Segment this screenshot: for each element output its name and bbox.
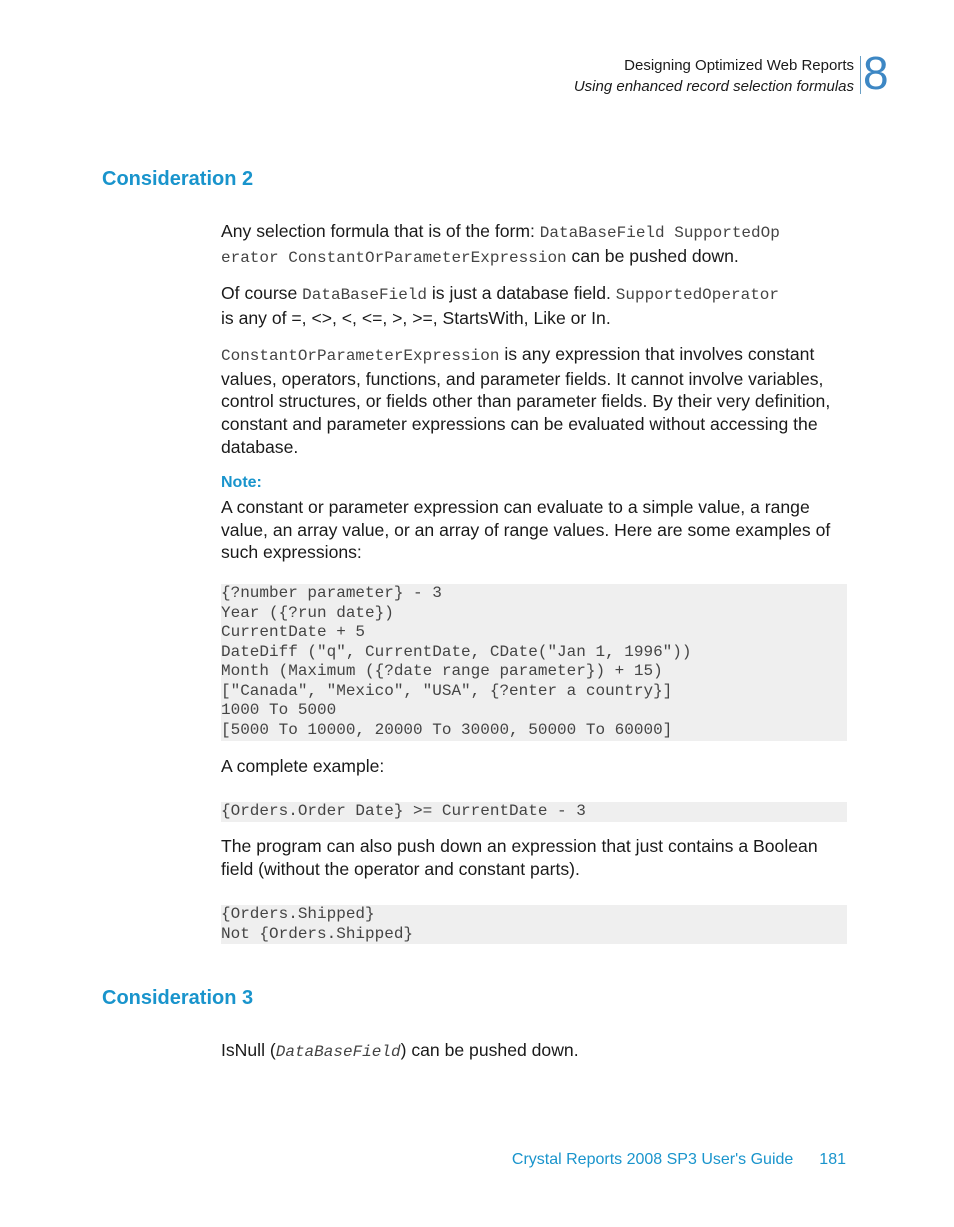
code-block-boolean: {Orders.Shipped} Not {Orders.Shipped}	[221, 905, 847, 944]
paragraph-expression	[221, 343, 847, 459]
paragraph-isnull	[221, 1039, 847, 1064]
paragraph-boolean: The program can also push down an expression that just contains a Boolean field (without the operator and constant parts).	[221, 836, 818, 879]
header-subtitle: Using enhanced record selection formulas	[573, 78, 854, 95]
paragraph-operators	[221, 282, 847, 329]
footer-guide-title: Crystal Reports 2008 SP3 User's Guide	[511, 1151, 794, 1168]
complete-example-label: A complete example:	[221, 756, 385, 776]
code-block-complete: {Orders.Order Date} >= CurrentDate - 3	[221, 802, 847, 822]
code-inline-form-a: DataBaseField SupportedOp	[539, 224, 780, 242]
page-footer	[512, 1151, 846, 1169]
paragraph-operators-mid: is just a database field.	[427, 283, 616, 303]
page-number: 181	[819, 1151, 846, 1168]
running-header	[574, 55, 854, 97]
paragraph-operators-start: Of course	[221, 283, 303, 303]
code-inline-expression: ConstantOrParameterExpression	[221, 347, 500, 365]
isnull-end: ) can be pushed down.	[400, 1040, 579, 1060]
paragraph-expression-text: is any expression that involves constant values, operators, functions, and parameter fields. It cannot involve variables, control structures, or fields other than parameter fields. By their very definition, constant and parameter expressions can be evaluated without accessing the database.	[221, 344, 831, 457]
note-text: A constant or parameter expression can evaluate to a simple value, a range value, an array value, or an array of range values. Here are some examples of such expressions:	[221, 497, 831, 563]
code-inline-databasefield: DataBaseField	[302, 286, 427, 304]
chapter-number: 8	[863, 47, 889, 99]
header-title: Designing Optimized Web Reports	[624, 57, 854, 74]
note-label: Note:	[221, 474, 262, 491]
paragraph-operators-end: is any of =, <>, <, <=, >, >=, StartsWith, Like or In.	[221, 307, 611, 328]
isnull-start: IsNull (	[221, 1040, 276, 1060]
code-inline-isnull-field: DataBaseField	[275, 1043, 401, 1061]
code-inline-form-b: erator ConstantOrParameterExpression	[221, 248, 567, 267]
chapter-divider	[860, 56, 861, 94]
heading-consideration-2: Consideration 2	[102, 168, 254, 190]
paragraph-form-end: can be pushed down.	[566, 245, 739, 266]
heading-consideration-3: Consideration 3	[102, 987, 254, 1009]
paragraph-form-text: Any selection formula that is of the form:	[221, 221, 540, 241]
paragraph-form	[221, 220, 847, 269]
code-inline-supportedoperator: SupportedOperator	[615, 286, 779, 304]
code-block-examples: {?number parameter} - 3 Year ({?run date}) CurrentDate + 5 DateDiff ("q", CurrentDate, CDate("Jan 1, 1996")) Month (Maximum ({?date range parameter}) + 15) ["Canada", "Mexico", "USA", {?enter a country}] 1000 To 5000 [5000 To 10000, 20000 To 30000, 50000 To 60000]	[221, 584, 847, 741]
